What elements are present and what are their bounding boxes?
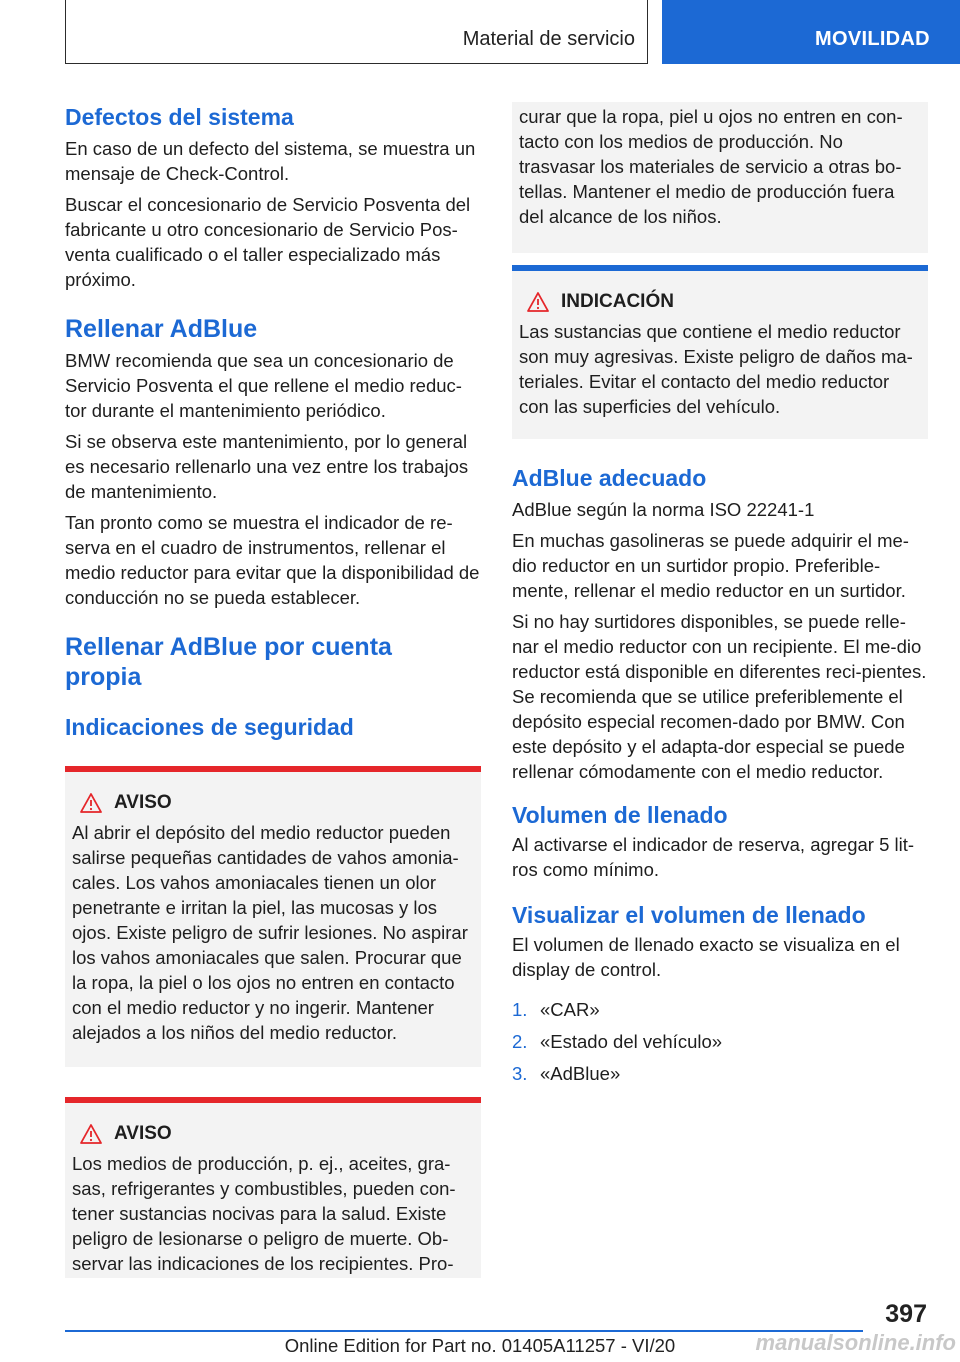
warning-title: AVISO: [114, 1123, 172, 1144]
page-number: 397: [885, 1300, 927, 1328]
warning-triangle-icon: [80, 1124, 102, 1144]
step-number: 2.: [512, 1031, 528, 1052]
left-column: [65, 102, 481, 1278]
heading-display-fill-volume: Visualizar el volumen de llenado: [512, 902, 866, 928]
heading-refill-adblue: Rellenar AdBlue: [65, 315, 258, 343]
paragraph: Buscar el concesionario de Servicio Posventa del fabricante u otro concesionario de Servicio Pos-venta cualificado o el taller especializado más próximo.: [65, 194, 471, 290]
warning-box-fluids: [65, 1097, 481, 1278]
step-number: 1.: [512, 999, 528, 1020]
heading-safety-notes: Indicaciones de seguridad: [65, 714, 354, 740]
paragraph: Si se observa este mantenimiento, por lo general es necesario rellenarlo una vez entre los trabajos de mantenimiento.: [65, 431, 469, 502]
warning-triangle-icon: [80, 793, 102, 813]
edition-note: Online Edition for Part no. 01405A11257 - VI/20: [284, 1335, 676, 1356]
warning-heading: [72, 1123, 474, 1145]
watermark-logo: manualsonline.info: [755, 1330, 956, 1355]
warning-heading: [72, 792, 474, 814]
note-heading: [519, 291, 921, 313]
step-text: «CAR»: [540, 999, 600, 1020]
warning-box-ammonia: [65, 766, 481, 1067]
header-section-box: [65, 0, 648, 64]
warning-triangle-icon: [527, 292, 549, 312]
warning-title: AVISO: [114, 792, 172, 813]
paragraph: En muchas gasolineras se puede adquirir el me-dio reductor en un surtidor propio. Preferible-mente, rellenar el medio reductor en un surtidor.: [512, 530, 909, 601]
note-text: Las sustancias que contiene el medio reductor son muy agresivas. Existe peligro de daños ma-teriales. Evitar el contacto del medio reductor con las superficies del vehículo.: [519, 321, 913, 417]
warning-text: Al abrir el depósito del medio reductor pueden salirse pequeñas cantidades de vahos amonia-cales. Los vahos amoniacales tienen un olor penetrante e irritan la piel, las mucosas y los ojos. Existe peligro de sufrir lesiones. No aspirar los vahos amoniacales que salen. Procurar que la ropa, la piel o los ojos no entren en contacto con el medio reductor y no ingerir. Mantener alejados a los niños del medio reductor.: [72, 822, 468, 1043]
list-item: [512, 1026, 928, 1058]
heading-fill-volume: Volumen de llenado: [512, 802, 728, 828]
step-number: 3.: [512, 1063, 528, 1084]
heading-suitable-adblue: AdBlue adecuado: [512, 465, 707, 491]
section-title: Material de servicio: [462, 28, 635, 50]
paragraph: El volumen de llenado exacto se visualiza en el display de control.: [512, 934, 900, 980]
warning-box-fluids-continued: [512, 102, 928, 253]
list-item: [512, 1058, 928, 1090]
warning-text: Los medios de producción, p. ej., aceites, gra-sas, refrigerantes y combustibles, pueden con-tener sustancias nocivas para la salud. Existe peligro de lesionarse o peligro de muerte. Ob-servar las indicaciones de los recipientes. Pro-: [72, 1153, 456, 1274]
right-column: [512, 102, 928, 1090]
heading-self-refill: Rellenar AdBlue por cuenta propia: [65, 633, 392, 691]
chapter-tab: [662, 0, 960, 64]
note-title: INDICACIÓN: [561, 291, 674, 312]
steps-list: [512, 994, 928, 1090]
heading-system-defects: Defectos del sistema: [65, 104, 294, 130]
paragraph: Al activarse el indicador de reserva, agregar 5 lit-ros como mínimo.: [512, 834, 915, 880]
paragraph: AdBlue según la norma ISO 22241-1: [512, 499, 815, 520]
paragraph: Si no hay surtidores disponibles, se puede relle-nar el medio reductor con un recipiente. El me-dio reductor está disponible en diferentes reci-pientes. Se recomienda que se utilice preferiblemente el depósito especial recomen-dado por BMW. Con este depósito y el adapta-dor especial se puede rellenar cómodamente con el medio reductor.: [512, 611, 927, 782]
chapter-title: MOVILIDAD: [815, 28, 930, 50]
note-box-material-damage: [512, 265, 928, 439]
footer-divider: [65, 1330, 863, 1332]
step-text: «AdBlue»: [540, 1063, 621, 1084]
paragraph: BMW recomienda que sea un concesionario de Servicio Posventa el que rellene el medio reduc-tor durante el mantenimiento periódico.: [65, 350, 462, 421]
list-item: [512, 994, 928, 1026]
paragraph: Tan pronto como se muestra el indicador de re-serva en el cuadro de instrumentos, rellenar el medio reductor para evitar que la disponibilidad de conducción no se pueda establecer.: [65, 512, 480, 608]
step-text: «Estado del vehículo»: [540, 1031, 723, 1052]
paragraph: En caso de un defecto del sistema, se muestra un mensaje de Check-Control.: [65, 138, 476, 184]
warning-text: curar que la ropa, piel u ojos no entren en con-tacto con los medios de producción. No trasvasar los materiales de servicio a otras bo-tellas. Mantener el medio de producción fuera del alcance de los niños.: [519, 106, 903, 227]
